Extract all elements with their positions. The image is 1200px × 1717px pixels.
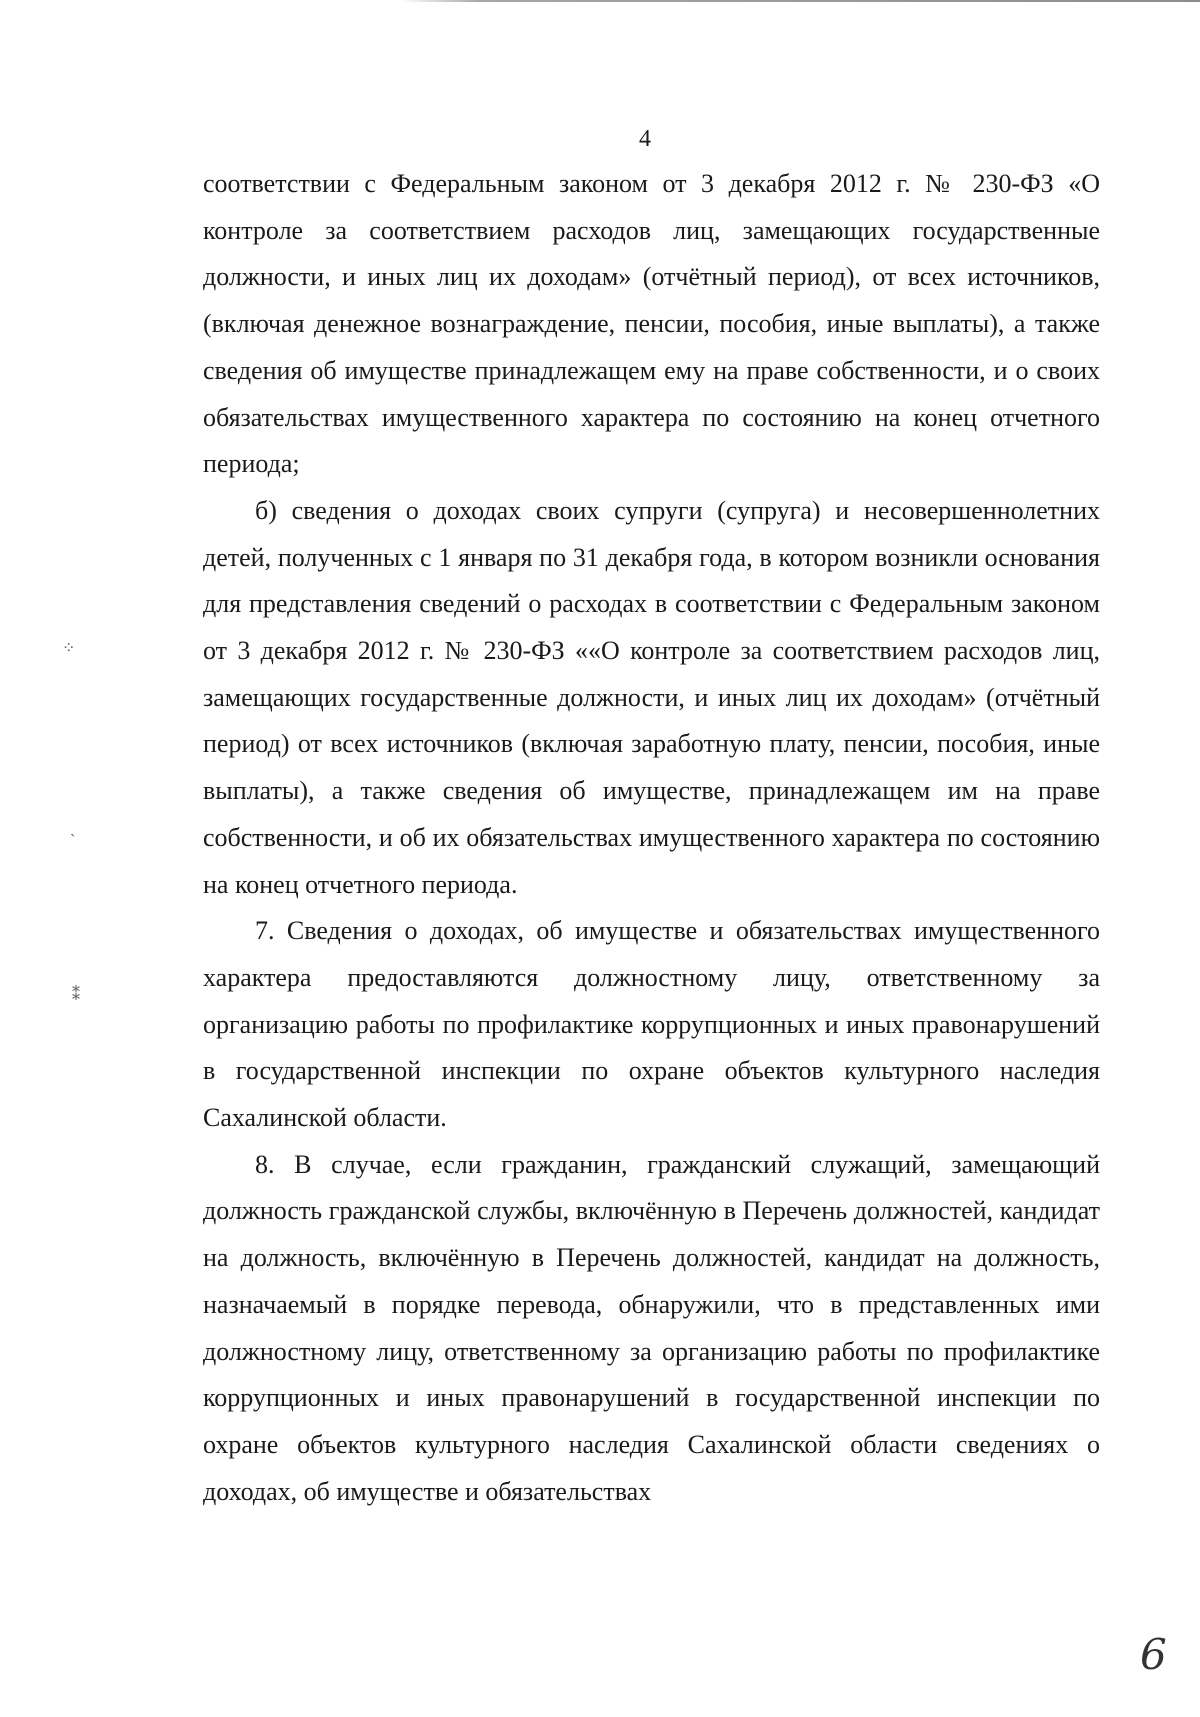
scan-speck: ⁘ bbox=[62, 640, 76, 657]
scan-edge-line bbox=[400, 0, 1200, 2]
paragraph-b: б) сведения о доходах своих супруги (супруга) и несовершеннолетних детей, полученных с 1 января по 31 декабря года, в котором возникли основания для представления сведений о расходах в соответствии с Федеральным законом от 3 декабря 2012 г. № 230-ФЗ ««О контроле за соответствием расходов лиц, замещающих государственные должности, и иных лиц их доходам» (отчётный период) от всех источников (включая заработную плату, пенсии, пособия, иные выплаты), а также сведения об имуществе, принадлежащем им на праве собственности, и об их обязательствах имущественного характера по состоянию на конец отчетного периода. bbox=[203, 495, 1100, 899]
paragraph-7: 7. Сведения о доходах, об имуществе и обязательствах имущественного характера предоставляются должностному лицу, ответственному за организацию работы по профилактике коррупционных и иных правонарушений в государственной инспекции по охране объектов культурного наследия Сахалинской области. bbox=[203, 916, 1100, 1133]
paragraph-8: 8. В случае, если гражданин, гражданский служащий, замещающий должность гражданской службы, включённую в Перечень должностей, кандидат на должность, включённую в Перечень должностей, кандидат на должность, назначаемый в порядке перевода, обнаружили, что в представленных ими должностному лицу, ответственному за организацию работы по профилактике коррупционных и иных правонарушений в государственной инспекции по охране объектов культурного наследия Сахалинской области сведениях о доходах, об имуществе и обязательствах bbox=[203, 1149, 1100, 1506]
document-body bbox=[203, 161, 1100, 1515]
scan-speck: ˎ bbox=[70, 820, 76, 837]
page-number: 4 bbox=[639, 126, 651, 152]
scan-speck: ⁑ bbox=[72, 987, 80, 1004]
handwritten-page-mark: 6 bbox=[1140, 1630, 1167, 1679]
paragraph-continuation: соответствии с Федеральным законом от 3 декабря 2012 г. № 230-ФЗ «О контроле за соответствием расходов лиц, замещающих государственные должности, и иных лиц их доходам» (отчётный период), от всех источников, (включая денежное вознаграждение, пенсии, пособия, иные выплаты), а также сведения об имуществе принадлежащем ему на праве собственности, и о своих обязательствах имущественного характера по состоянию на конец отчетного периода; bbox=[203, 169, 1100, 479]
